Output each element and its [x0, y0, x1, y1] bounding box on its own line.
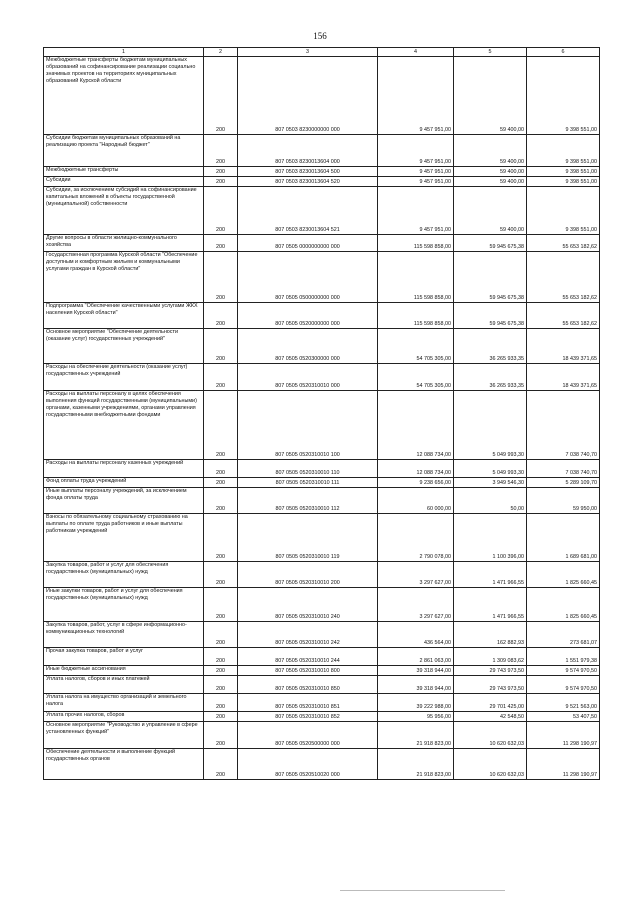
row-budget-code: 807 0505 0520510020 000: [238, 749, 378, 780]
table-row: [44, 749, 600, 780]
row-remaining: 55 653 182,62: [527, 235, 600, 252]
row-executed: 1 309 083,62: [454, 648, 527, 666]
row-name: Иные бюджетные ассигнования: [44, 666, 204, 676]
row-name: Уплата прочих налогов, сборов: [44, 712, 204, 722]
row-executed: 1 100 396,00: [454, 514, 527, 562]
row-executed: 59 945 675,38: [454, 303, 527, 329]
row-approved: 2 790 078,00: [378, 514, 454, 562]
row-name: Иные закупки товаров, работ и услуг для обеспечения государственных (муниципальных) нужд: [44, 588, 204, 622]
row-executed: 36 265 933,35: [454, 329, 527, 364]
table-row: [44, 694, 600, 712]
row-budget-code: 807 0505 0520310010 244: [238, 648, 378, 666]
table-row: [44, 57, 600, 135]
row-approved: 39 318 944,00: [378, 676, 454, 694]
row-approved: 21 918 823,00: [378, 749, 454, 780]
row-name: Основное мероприятие "Руководство и управление в сфере установленных функций": [44, 722, 204, 749]
table-row: [44, 488, 600, 514]
table-body: [44, 57, 600, 780]
row-remaining: 9 574 970,50: [527, 676, 600, 694]
row-line-code: 200: [204, 364, 238, 391]
row-approved: 9 457 951,00: [378, 135, 454, 167]
row-remaining: 7 038 740,70: [527, 460, 600, 478]
row-line-code: 200: [204, 303, 238, 329]
row-remaining: 1 825 660,45: [527, 588, 600, 622]
column-header-2: 2: [204, 48, 238, 57]
row-budget-code: 807 0505 0520310010 200: [238, 562, 378, 588]
row-remaining: 55 653 182,62: [527, 303, 600, 329]
row-name: Закупка товаров, работ и услуг для обеспечения государственных (муниципальных) нужд: [44, 562, 204, 588]
row-name: Уплата налогов, сборов и иных платежей: [44, 676, 204, 694]
row-line-code: 200: [204, 488, 238, 514]
row-approved: 3 297 627,00: [378, 588, 454, 622]
row-executed: 42 548,50: [454, 712, 527, 722]
row-executed: 10 620 632,03: [454, 722, 527, 749]
row-line-code: 200: [204, 57, 238, 135]
row-name: Межбюджетные трансферты: [44, 167, 204, 177]
row-name: Закупка товаров, работ, услуг в сфере информационно-коммуникационных технологий: [44, 622, 204, 648]
row-budget-code: 807 0505 0000000000 000: [238, 235, 378, 252]
row-line-code: 200: [204, 562, 238, 588]
table-row: [44, 562, 600, 588]
row-line-code: 200: [204, 588, 238, 622]
row-remaining: 11 298 190,97: [527, 749, 600, 780]
row-approved: 39 222 988,00: [378, 694, 454, 712]
page-number: 156: [313, 31, 327, 41]
row-line-code: 200: [204, 329, 238, 364]
footer-divider: [340, 890, 505, 891]
row-line-code: 200: [204, 722, 238, 749]
table-row: [44, 167, 600, 177]
row-name: Взносы по обязательному социальному страхованию на выплаты по оплате труда работников и иные выплаты работникам учреждений: [44, 514, 204, 562]
row-name: Подпрограмма "Обеспечение качественными услугами ЖКХ населения Курской области": [44, 303, 204, 329]
row-budget-code: 807 0505 0520500000 000: [238, 722, 378, 749]
row-budget-code: 807 0505 0520310010 100: [238, 391, 378, 460]
row-remaining: 9 398 551,00: [527, 167, 600, 177]
table-row: [44, 177, 600, 187]
row-line-code: 200: [204, 391, 238, 460]
row-line-code: 200: [204, 676, 238, 694]
column-header-3: 3: [238, 48, 378, 57]
row-approved: 115 598 858,00: [378, 235, 454, 252]
row-name: Расходы на обеспечение деятельности (оказание услуг) государственных учреждений: [44, 364, 204, 391]
row-remaining: 11 298 190,97: [527, 722, 600, 749]
table-row: [44, 622, 600, 648]
row-executed: 59 400,00: [454, 177, 527, 187]
row-approved: 2 861 063,00: [378, 648, 454, 666]
row-budget-code: 807 0505 0520310010 240: [238, 588, 378, 622]
row-line-code: 200: [204, 187, 238, 235]
row-remaining: 9 398 551,00: [527, 57, 600, 135]
row-budget-code: 807 0503 8230013604 521: [238, 187, 378, 235]
table-row: [44, 676, 600, 694]
row-name: Основное мероприятие "Обеспечение деятельности (оказание услуг) государственных учреждений": [44, 329, 204, 364]
table-row: [44, 722, 600, 749]
row-line-code: 200: [204, 460, 238, 478]
row-budget-code: 807 0505 0520310010 112: [238, 488, 378, 514]
row-executed: 50,00: [454, 488, 527, 514]
row-approved: 3 297 627,00: [378, 562, 454, 588]
row-budget-code: 807 0505 0520310010 852: [238, 712, 378, 722]
row-remaining: 53 407,50: [527, 712, 600, 722]
row-approved: 9 457 951,00: [378, 167, 454, 177]
row-name: Межбюджетные трансферты бюджетам муниципальных образований на софинансирование реализации социально значимых проектов на территориях муниципальных образований Курской области: [44, 57, 204, 135]
row-executed: 36 265 933,35: [454, 364, 527, 391]
row-name: Субсидии бюджетам муниципальных образований на реализацию проекта "Народный бюджет": [44, 135, 204, 167]
column-header-5: 5: [454, 48, 527, 57]
row-executed: 1 471 966,55: [454, 588, 527, 622]
table-row: [44, 460, 600, 478]
row-line-code: 200: [204, 749, 238, 780]
table-row: [44, 252, 600, 303]
table-row: [44, 391, 600, 460]
row-line-code: 200: [204, 694, 238, 712]
row-approved: 115 598 858,00: [378, 252, 454, 303]
row-approved: 12 088 734,00: [378, 460, 454, 478]
row-approved: 54 705 305,00: [378, 329, 454, 364]
row-approved: 54 705 305,00: [378, 364, 454, 391]
row-name: Другие вопросы в области жилищно-коммунального хозяйства: [44, 235, 204, 252]
row-approved: 436 564,00: [378, 622, 454, 648]
row-remaining: 9 574 970,50: [527, 666, 600, 676]
row-executed: 162 882,93: [454, 622, 527, 648]
row-remaining: 1 689 681,00: [527, 514, 600, 562]
row-name: Прочая закупка товаров, работ и услуг: [44, 648, 204, 666]
table-row: [44, 329, 600, 364]
row-executed: 1 471 966,55: [454, 562, 527, 588]
row-approved: 115 598 858,00: [378, 303, 454, 329]
table-row: [44, 364, 600, 391]
row-remaining: 5 289 109,70: [527, 478, 600, 488]
row-budget-code: 807 0505 0520310010 110: [238, 460, 378, 478]
row-executed: 59 400,00: [454, 57, 527, 135]
budget-table: [43, 47, 600, 780]
table-row: [44, 303, 600, 329]
row-name: Государственная программа Курской области "Обеспечение доступным и комфортным жильем и коммунальными услугами граждан в Курской области": [44, 252, 204, 303]
row-executed: 59 400,00: [454, 167, 527, 177]
row-executed: 59 400,00: [454, 187, 527, 235]
row-budget-code: 807 0503 8230013604 500: [238, 167, 378, 177]
row-remaining: 18 439 371,65: [527, 329, 600, 364]
column-header-6: 6: [527, 48, 600, 57]
row-executed: 29 743 973,50: [454, 666, 527, 676]
row-line-code: 200: [204, 252, 238, 303]
row-remaining: 18 439 371,65: [527, 364, 600, 391]
row-executed: 5 049 993,30: [454, 460, 527, 478]
row-line-code: 200: [204, 235, 238, 252]
row-remaining: 9 521 563,00: [527, 694, 600, 712]
table-row: [44, 666, 600, 676]
row-budget-code: 807 0505 0520310010 111: [238, 478, 378, 488]
table-row: [44, 648, 600, 666]
table-row: [44, 135, 600, 167]
row-remaining: 9 398 551,00: [527, 135, 600, 167]
row-budget-code: 807 0505 0520000000 000: [238, 303, 378, 329]
row-line-code: 200: [204, 167, 238, 177]
row-approved: 39 318 944,00: [378, 666, 454, 676]
row-approved: 60 000,00: [378, 488, 454, 514]
row-approved: 12 088 734,00: [378, 391, 454, 460]
row-line-code: 200: [204, 135, 238, 167]
row-remaining: 1 551 979,38: [527, 648, 600, 666]
row-line-code: 200: [204, 712, 238, 722]
row-line-code: 200: [204, 514, 238, 562]
row-remaining: 1 825 660,45: [527, 562, 600, 588]
row-remaining: 9 398 551,00: [527, 177, 600, 187]
row-budget-code: 807 0505 0520310010 000: [238, 364, 378, 391]
table-row: [44, 588, 600, 622]
row-budget-code: 807 0505 0520300000 000: [238, 329, 378, 364]
row-budget-code: 807 0503 8230013604 000: [238, 135, 378, 167]
table-row: [44, 514, 600, 562]
row-executed: 59 945 675,38: [454, 252, 527, 303]
table-row: [44, 187, 600, 235]
table-header-row: [44, 48, 600, 57]
row-budget-code: 807 0505 0520310010 242: [238, 622, 378, 648]
row-executed: 59 400,00: [454, 135, 527, 167]
row-name: Расходы на выплаты персоналу казенных учреждений: [44, 460, 204, 478]
row-approved: 9 238 656,00: [378, 478, 454, 488]
row-executed: 10 620 632,03: [454, 749, 527, 780]
row-remaining: 273 681,07: [527, 622, 600, 648]
table-row: [44, 235, 600, 252]
row-line-code: 200: [204, 666, 238, 676]
row-budget-code: 807 0503 8230000000 000: [238, 57, 378, 135]
row-budget-code: 807 0505 0520310010 800: [238, 666, 378, 676]
row-name: Расходы на выплаты персоналу в целях обеспечения выполнения функций государственными (муниципальными) органами, казенными учреждениями, органами управления государственными внебюджетными фондами: [44, 391, 204, 460]
table-row: [44, 478, 600, 488]
row-executed: 29 743 973,50: [454, 676, 527, 694]
row-line-code: 200: [204, 177, 238, 187]
row-approved: 21 918 823,00: [378, 722, 454, 749]
row-line-code: 200: [204, 648, 238, 666]
row-name: Обеспечение деятельности и выполнение функций государственных органов: [44, 749, 204, 780]
row-budget-code: 807 0505 0520310010 851: [238, 694, 378, 712]
row-name: Фонд оплаты труда учреждений: [44, 478, 204, 488]
row-approved: 9 457 951,00: [378, 177, 454, 187]
row-budget-code: 807 0505 0500000000 000: [238, 252, 378, 303]
row-executed: 3 949 546,30: [454, 478, 527, 488]
row-remaining: 7 038 740,70: [527, 391, 600, 460]
column-header-1: 1: [44, 48, 204, 57]
table-row: [44, 712, 600, 722]
row-line-code: 200: [204, 622, 238, 648]
row-budget-code: 807 0505 0520310010 119: [238, 514, 378, 562]
column-header-4: 4: [378, 48, 454, 57]
row-approved: 9 457 951,00: [378, 187, 454, 235]
row-remaining: 55 653 182,62: [527, 252, 600, 303]
row-name: Уплата налога на имущество организаций и земельного налога: [44, 694, 204, 712]
row-approved: 9 457 951,00: [378, 57, 454, 135]
row-budget-code: 807 0503 8230013604 520: [238, 177, 378, 187]
row-name: Субсидии, за исключением субсидий на софинансирование капитальных вложений в объекты государственной (муниципальной) собственности: [44, 187, 204, 235]
row-executed: 29 701 425,00: [454, 694, 527, 712]
row-remaining: 59 950,00: [527, 488, 600, 514]
row-executed: 5 049 993,30: [454, 391, 527, 460]
row-remaining: 9 398 551,00: [527, 187, 600, 235]
row-approved: 95 956,00: [378, 712, 454, 722]
row-line-code: 200: [204, 478, 238, 488]
row-name: Иные выплаты персоналу учреждений, за исключением фонда оплаты труда: [44, 488, 204, 514]
row-name: Субсидии: [44, 177, 204, 187]
row-executed: 59 945 675,38: [454, 235, 527, 252]
row-budget-code: 807 0505 0520310010 850: [238, 676, 378, 694]
